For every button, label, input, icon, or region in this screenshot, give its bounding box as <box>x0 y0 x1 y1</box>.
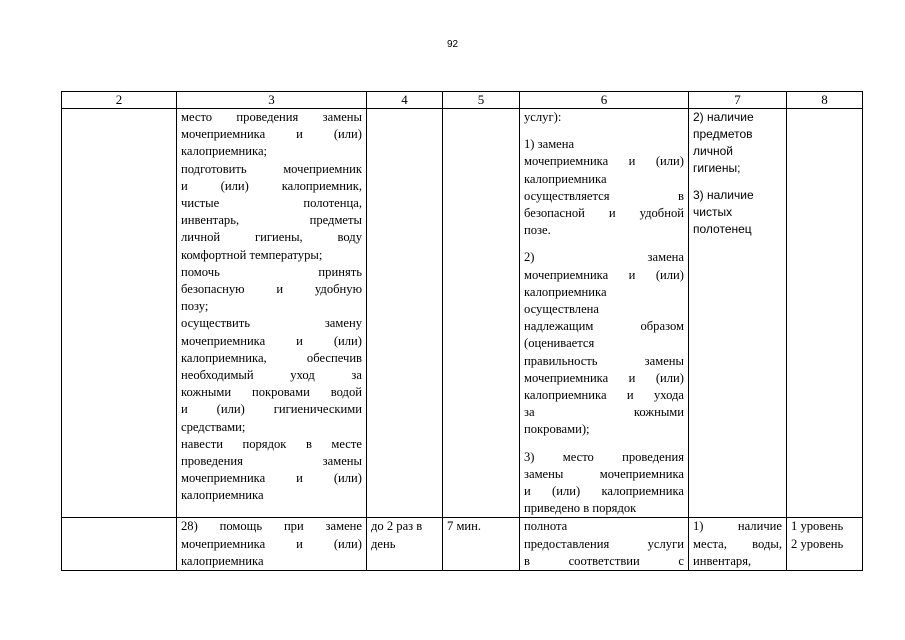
text-line: безопасную и удобную <box>181 282 362 297</box>
header-col-4: 4 <box>367 92 443 109</box>
text-line: мочеприемника и (или) <box>181 127 362 142</box>
text-line: чистых <box>693 205 733 219</box>
text-line: замены мочеприемника <box>524 466 684 481</box>
text-line: комфортной температуры; <box>181 247 323 262</box>
table-header-row <box>62 92 863 109</box>
text-line: 2) наличие <box>693 110 754 124</box>
text-line: необходимый уход за <box>181 368 362 383</box>
text-line: личной <box>693 144 733 158</box>
indicator-item-2 <box>693 109 782 177</box>
cell-r2-c3 <box>177 518 367 571</box>
text-line: правильность замены <box>524 353 684 368</box>
text-line: осуществляется в <box>524 188 684 203</box>
text-line: мочеприемника и (или) <box>181 333 362 348</box>
text-line: калоприемника <box>524 284 607 299</box>
cell-r2-c4 <box>367 518 443 571</box>
cell-r1-c5 <box>443 109 520 518</box>
text-line: 1) замена <box>524 137 575 152</box>
text-line: предоставления услуги <box>524 536 684 551</box>
criteria-intro <box>524 109 684 126</box>
cell-r2-c5 <box>443 518 520 571</box>
text-line: 3) место проведения <box>524 449 684 464</box>
text-line: безопасной и удобной <box>524 206 684 221</box>
text-line: (оценивается <box>524 336 595 351</box>
cell-r2-c2 <box>62 518 177 571</box>
text-line: калоприемника, обеспечив <box>181 350 362 365</box>
cell-r1-c8 <box>787 109 863 518</box>
text-line: калоприемника; <box>181 144 268 159</box>
text-line: мочеприемника и (или) <box>524 267 684 282</box>
services-table <box>61 91 863 571</box>
text-line: места, воды, <box>693 536 782 551</box>
header-col-5: 5 <box>443 92 520 109</box>
text-line: день <box>371 536 396 551</box>
text-line: до 2 раз в <box>371 519 423 534</box>
text-line: 1 уровень <box>791 519 844 534</box>
text-line: 2) замена <box>524 250 684 265</box>
text-line: и (или) калоприемник, <box>181 178 362 193</box>
cell-r1-c3 <box>177 109 367 518</box>
cell-r2-c8 <box>787 518 863 571</box>
text-line: подготовить мочеприемник <box>181 161 362 176</box>
text-line: 28) помощь при замене <box>181 519 362 534</box>
duration-text: 7 мин. <box>447 519 482 534</box>
table-row <box>62 109 863 518</box>
text-line: калоприемника <box>181 553 264 568</box>
text-line: 2 уровень <box>791 536 844 551</box>
page-number: 92 <box>446 39 459 50</box>
text-line: место проведения замены <box>181 110 362 124</box>
text-line: помочь принять <box>181 264 362 279</box>
criteria-item-1 <box>524 136 684 239</box>
text-line: личной гигиены, воду <box>181 230 362 245</box>
cell-r1-c6 <box>520 109 689 518</box>
cell-r1-c4 <box>367 109 443 518</box>
text-line: инвентарь, предметы <box>181 213 362 228</box>
text-line: и (или) гигиеническими <box>181 402 362 417</box>
header-col-6: 6 <box>520 92 689 109</box>
text-line: кожными покровами водой <box>181 385 362 400</box>
text-line: за кожными <box>524 405 684 420</box>
text-line: калоприемника и ухода <box>524 388 684 403</box>
text-line: надлежащим образом <box>524 319 684 334</box>
text-line: мочеприемника и (или) <box>524 154 684 169</box>
cell-r1-c7 <box>689 109 787 518</box>
cell-r1-c2 <box>62 109 177 518</box>
header-col-2: 2 <box>62 92 177 109</box>
header-col-8: 8 <box>787 92 863 109</box>
text-line: и (или) калоприемника <box>524 484 684 499</box>
indicator-item-3 <box>693 187 782 238</box>
text-line: предметов <box>693 127 753 141</box>
text-line: 1) наличие <box>693 519 782 534</box>
text-line: позу; <box>181 299 209 314</box>
text-line: осуществлена <box>524 302 600 317</box>
cell-r2-c7 <box>689 518 787 571</box>
text-line: осуществить замену <box>181 316 362 331</box>
text-line: позе. <box>524 223 551 238</box>
text-line: средствами; <box>181 419 246 434</box>
text-line: в соответствии с <box>524 553 684 568</box>
text-line: полнота <box>524 519 568 534</box>
text-line: гигиены; <box>693 161 741 175</box>
header-col-7: 7 <box>689 92 787 109</box>
text-line: приведено в порядок <box>524 501 637 516</box>
text-line: чистые полотенца, <box>181 196 362 211</box>
text-line: полотенец <box>693 222 752 236</box>
criteria-item-3 <box>524 449 684 518</box>
text-line: мочеприемника и (или) <box>524 370 684 385</box>
text-line: калоприемника <box>181 488 264 503</box>
table-row <box>62 518 863 571</box>
text-line: мочеприемника и (или) <box>181 536 362 551</box>
header-col-3: 3 <box>177 92 367 109</box>
text-line: покровами); <box>524 422 590 437</box>
criteria-item-2 <box>524 249 684 438</box>
text-line: проведения замены <box>181 454 362 469</box>
text-line: навести порядок в месте <box>181 436 362 451</box>
text-line: услуг): <box>524 110 562 124</box>
text-line: калоприемника <box>524 171 607 186</box>
cell-r2-c6 <box>520 518 689 571</box>
text-line: инвентаря, <box>693 553 752 568</box>
text-line: мочеприемника и (или) <box>181 471 362 486</box>
text-line: 3) наличие <box>693 188 754 202</box>
